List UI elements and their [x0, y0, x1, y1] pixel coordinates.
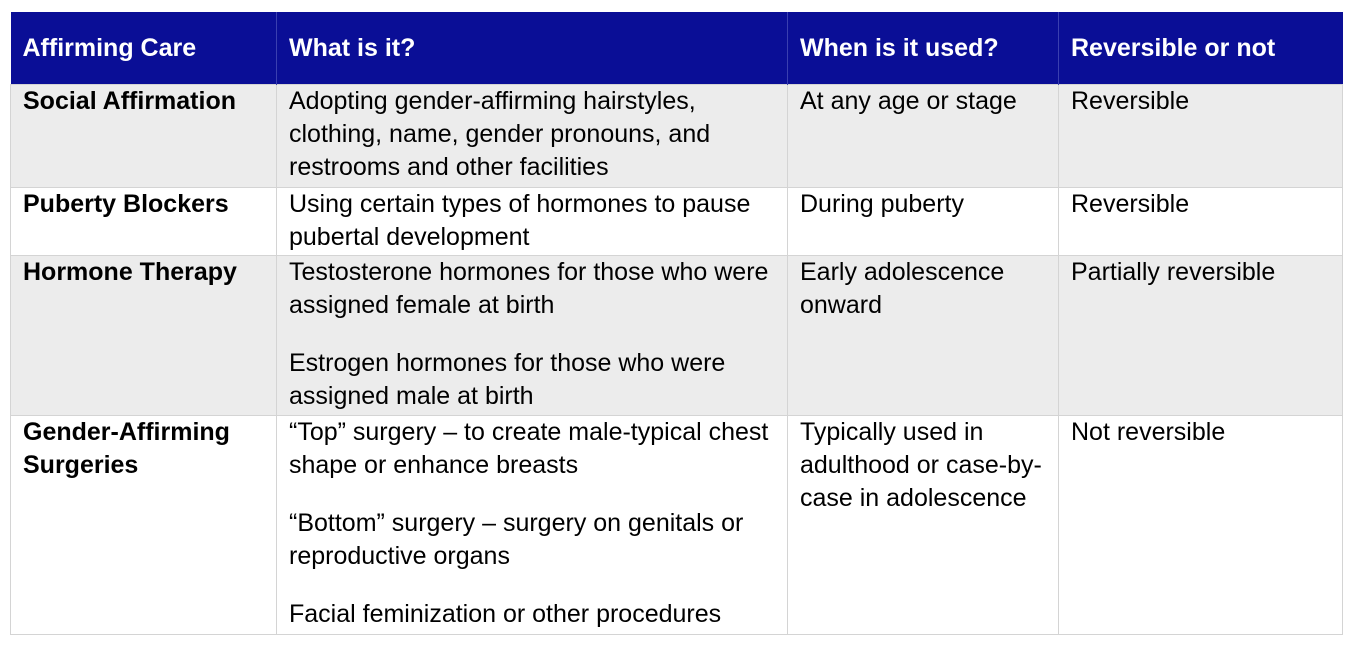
header-affirming-care: Affirming Care	[11, 12, 277, 85]
description-text: Estrogen hormones for those who were assigned male at birth	[289, 349, 726, 410]
table-row-social-affirmation	[11, 85, 1343, 188]
what-is-it-cell	[277, 256, 788, 416]
description-text: Facial feminization or other procedures	[289, 600, 722, 628]
description-text: Testosterone hormones for those who were assigned female at birth	[289, 258, 769, 319]
when-used-cell: At any age or stage	[788, 85, 1059, 188]
table-row-hormone-therapy	[11, 256, 1343, 416]
care-name-cell: Puberty Blockers	[11, 188, 277, 256]
table-row-gender-affirming-surgeries	[11, 416, 1343, 635]
care-name-cell: Social Affirmation	[11, 85, 277, 188]
affirming-care-table	[10, 12, 1343, 635]
description-text: Using certain types of hormones to pause pubertal development	[289, 190, 751, 251]
what-is-it-cell	[277, 85, 788, 188]
description-text: “Top” surgery – to create male-typical chest shape or enhance breasts	[289, 418, 769, 479]
when-used-cell: During puberty	[788, 188, 1059, 256]
header-reversible-or-not: Reversible or not	[1059, 12, 1343, 85]
reversibility-cell: Not reversible	[1059, 416, 1343, 635]
reversibility-cell: Reversible	[1059, 85, 1343, 188]
table-header-row	[11, 12, 1343, 85]
table-row-puberty-blockers	[11, 188, 1343, 256]
when-used-cell: Early adolescence onward	[788, 256, 1059, 416]
reversibility-cell: Reversible	[1059, 188, 1343, 256]
description-text: “Bottom” surgery – surgery on genitals or reproductive organs	[289, 509, 744, 570]
header-what-is-it: What is it?	[277, 12, 788, 85]
care-name-cell: Hormone Therapy	[11, 256, 277, 416]
header-when-is-it-used: When is it used?	[788, 12, 1059, 85]
description-text: Adopting gender-affirming hairstyles, clothing, name, gender pronouns, and restrooms and other facilities	[289, 87, 711, 181]
what-is-it-cell	[277, 188, 788, 256]
when-used-cell: Typically used in adulthood or case-by-case in adolescence	[788, 416, 1059, 635]
what-is-it-cell	[277, 416, 788, 635]
care-name-cell: Gender-Affirming Surgeries	[11, 416, 277, 635]
reversibility-cell: Partially reversible	[1059, 256, 1343, 416]
